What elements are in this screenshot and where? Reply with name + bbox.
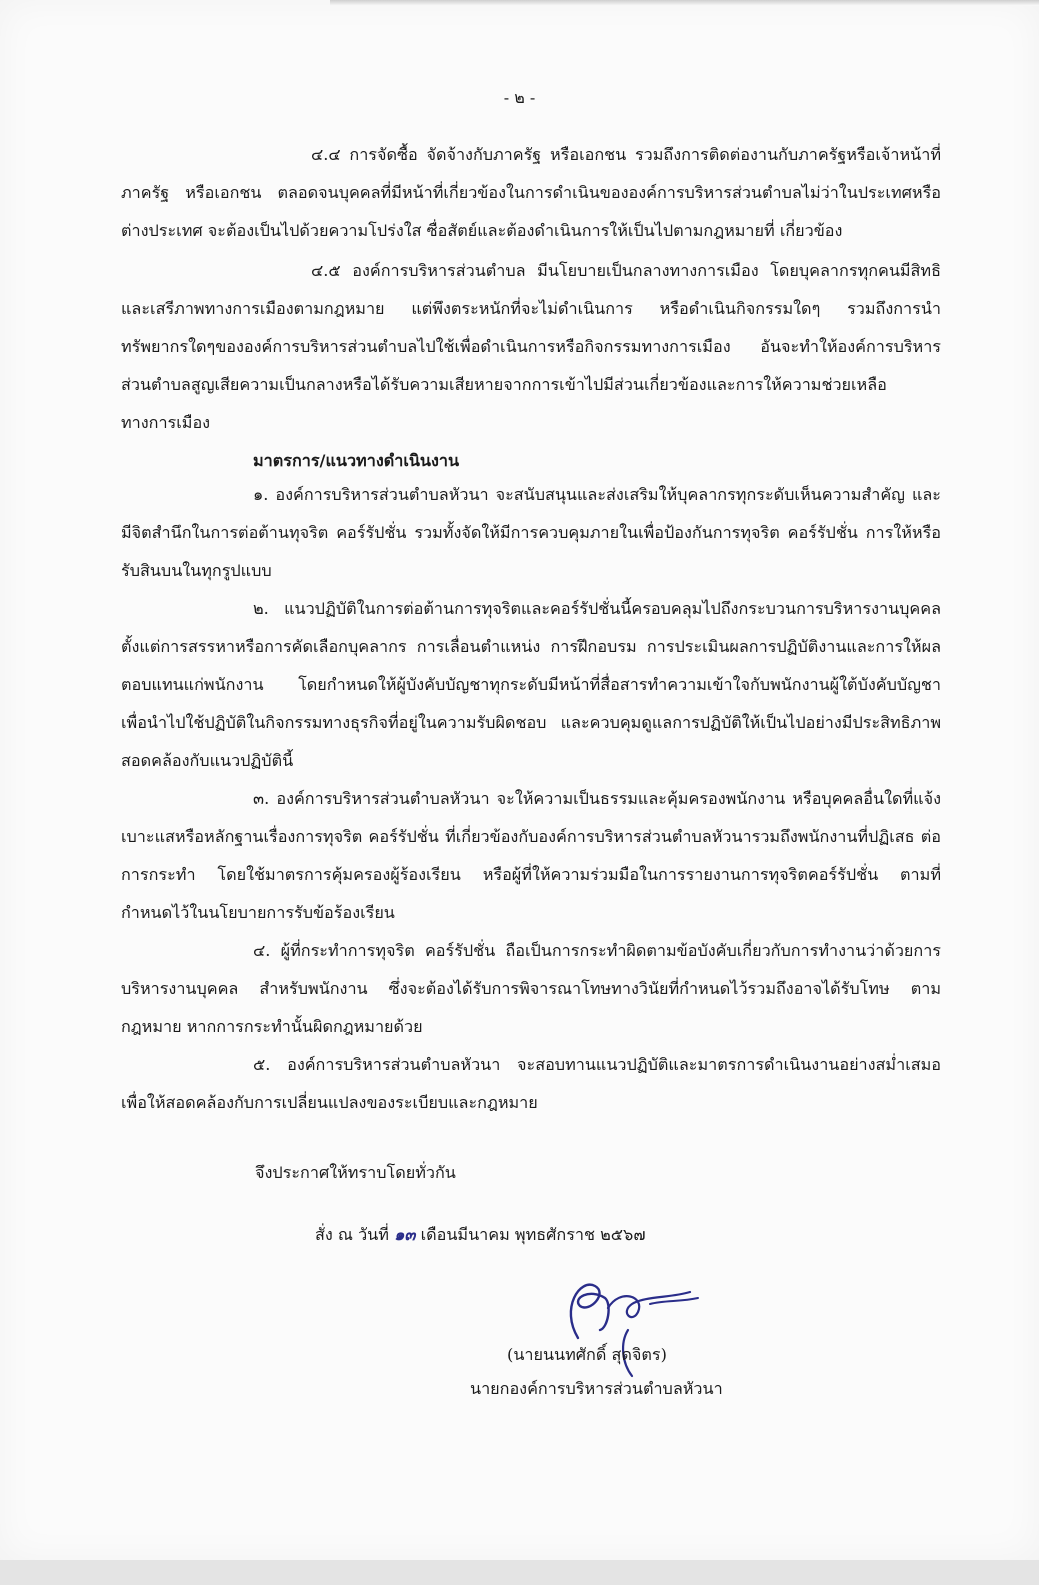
issued-date [315,1222,646,1248]
document-body [121,136,941,1122]
issued-prefix: สั่ง ณ วันที่ [315,1225,389,1244]
issued-year: พุทธศักราช ๒๕๖๗ [514,1225,646,1244]
scan-edge [330,0,1039,6]
signer-name: (นายนนทศักดิ์ สุดจิตร) [507,1345,667,1364]
page-number: - ๒ - [503,88,536,107]
issued-day: ๑๓ [394,1225,416,1244]
paragraph-4-5: ๔.๕ องค์การบริหารส่วนตำบล มีนโยบายเป็นกลางทางการเมือง โดยบุคลากรทุกคนมีสิทธิ และเสรีภาพทางการเมืองตามกฎหมาย แต่พึงตระหนักที่จะไม่ดำเนินการ หรือดำเนินกิจกรรมใดๆ รวมถึงการนำ ทรัพยากรใดๆขององค์การบริหารส่วนตำบลไปใช้เพื่อดำเนินการหรือกิจกรรมทางการเมือง อันจะทำให้องค์การบริหารส่วนตำบลสูญเสียความเป็นกลางหรือได้รับความเสียหายจากการเข้าไปมีส่วนเกี่ยวข้องและการให้ความช่วยเหลือทางการเมือง [121,261,941,432]
measure-item-4: ๔. ผู้ที่กระทำการทุจริต คอร์รัปชั่น ถือเป็นการกระทำผิดตามข้อบังคับเกี่ยวกับการทำงานว่าด้วยการบริหารงานบุคคล สำหรับพนักงาน ซึ่งจะต้องได้รับการพิจารณาโทษทางวินัยที่กำหนดไว้รวมถึงอาจได้รับโทษ ตามกฎหมาย หากการกระทำนั้นผิดกฎหมายด้วย [121,941,941,1036]
measures-heading: มาตรการ/แนวทางดำเนินงาน [253,451,460,470]
announcement: จึงประกาศให้ทราบโดยทั่วกัน [255,1163,456,1182]
measure-item-2: ๒. แนวปฏิบัติในการต่อต้านการทุจริตและคอร์รัปชั่นนี้ครอบคลุมไปถึงกระบวนการบริหารงานบุคคล ตั้งแต่การสรรหาหรือการคัดเลือกบุคลากร การเลื่อนตำแหน่ง การฝึกอบรม การประเมินผลการปฏิบัติงานและการให้ผลตอบแทนแก่พนักงาน โดยกำหนดให้ผู้บังคับบัญชาทุกระดับมีหน้าที่สื่อสารทำความเข้าใจกับพนักงานผู้ใต้บังคับบัญชา เพื่อนำไปใช้ปฏิบัติในกิจกรรมทางธุรกิจที่อยู่ในความรับผิดชอบ และควบคุมดูแลการปฏิบัติให้เป็นไปอย่างมีประสิทธิภาพสอดคล้องกับแนวปฏิบัตินี้ [121,599,941,770]
signer-title: นายกองค์การบริหารส่วนตำบลหัวนา [470,1379,723,1398]
issued-month: เดือนมีนาคม [420,1225,510,1244]
measure-item-5: ๕. องค์การบริหารส่วนตำบลหัวนา จะสอบทานแนวปฏิบัติและมาตรการดำเนินงานอย่างสม่ำเสมอเพื่อให้สอดคล้องกับการเปลี่ยนแปลงของระเบียบและกฎหมาย [121,1055,941,1112]
page-bottom-edge [0,1560,1039,1585]
measure-item-1: ๑. องค์การบริหารส่วนตำบลหัวนา จะสนับสนุนและส่งเสริมให้บุคลากรทุกระดับเห็นความสำคัญ และมีจิตสำนึกในการต่อต้านทุจริต คอร์รัปชั่น รวมทั้งจัดให้มีการควบคุมภายในเพื่อป้องกันการทุจริต คอร์รัปชั่น การให้หรือรับสินบนในทุกรูปแบบ [121,485,941,580]
measure-item-3: ๓. องค์การบริหารส่วนตำบลหัวนา จะให้ความเป็นธรรมและคุ้มครองพนักงาน หรือบุคคลอื่นใดที่แจ้งเบาะแสหรือหลักฐานเรื่องการทุจริต คอร์รัปชั่น ที่เกี่ยวข้องกับองค์การบริหารส่วนตำบลหัวนารวมถึงพนักงานที่ปฏิเสธ ต่อการกระทำ โดยใช้มาตรการคุ้มครองผู้ร้องเรียน หรือผู้ที่ให้ความร่วมมือในการรายงานการทุจริตคอร์รัปชั่น ตามที่กำหนดไว้ในนโยบายการรับข้อร้องเรียน [121,789,941,922]
paragraph-4-4: ๔.๔ การจัดซื้อ จัดจ้างกับภาครัฐ หรือเอกชน รวมถึงการติดต่องานกับภาครัฐหรือเจ้าหน้าที่ภาครัฐ หรือเอกชน ตลอดจนบุคคลที่มีหน้าที่เกี่ยวข้องในการดำเนินขององค์การบริหารส่วนตำบลไม่ว่าในประเทศหรือต่างประเทศ จะต้องเป็นไปด้วยความโปร่งใส ซื่อสัตย์และต้องดำเนินการให้เป็นไปตามกฎหมายที่ เกี่ยวข้อง [121,145,941,240]
